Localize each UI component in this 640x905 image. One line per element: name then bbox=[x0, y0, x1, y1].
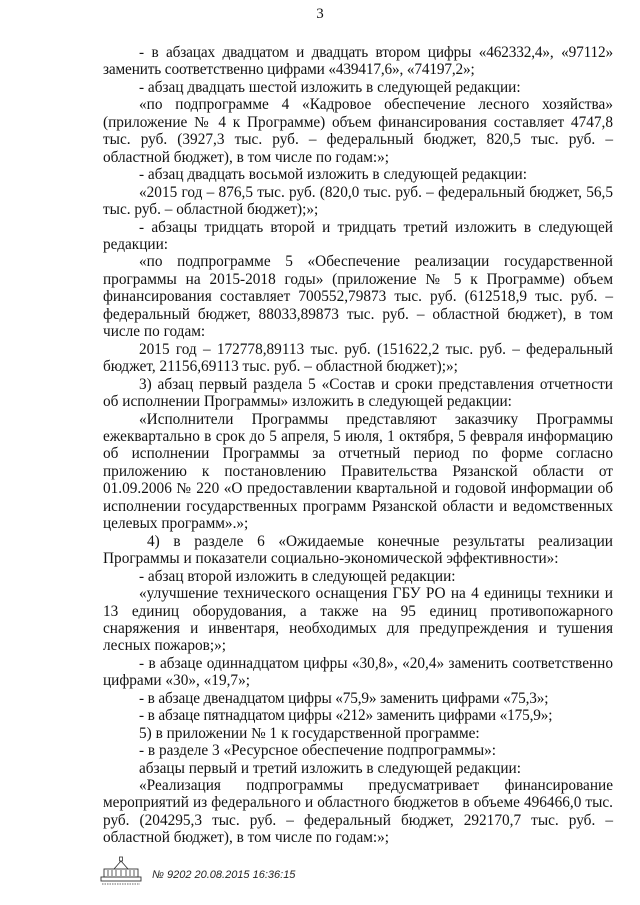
paragraph: - абзацы тридцать второй и тридцать третий изложить в следующей редакции: bbox=[103, 218, 613, 253]
paragraph: «улучшение технического оснащения ГБУ РО на 4 единицы техники и 13 единиц оборудования, а также на 95 единиц противопожарного снаряжения и инвентаря, необходимых для предупреждения и тушения лесных пожаров;»; bbox=[103, 585, 613, 655]
paragraph: - абзац второй изложить в следующей редакции: bbox=[139, 567, 456, 585]
paragraph: «по подпрограмме 4 «Кадровое обеспечение лесного хозяйства» (приложение № 4 к Программе) объем финансирования составляет 4747,8 тыс. руб. (3927,3 тыс. руб. – федеральный бюджет, 820,5 тыс. руб. – областной бюджет), в том числе по годам:»; bbox=[103, 96, 613, 166]
government-building-logo bbox=[100, 855, 142, 887]
document-body bbox=[103, 44, 613, 847]
paragraph: «Реализация подпрограммы предусматривает финансирование мероприятий из федерального и областного бюджетов в объеме 496466,0 тыс. руб. (204295,3 тыс. руб. – федеральный бюджет, 292170,7 тыс. руб. – областной бюджет), в том числе по годам:»; bbox=[103, 777, 613, 847]
paragraph: абзацы первый и третий изложить в следующей редакции: bbox=[139, 759, 521, 777]
registration-stamp: № 9202 20.08.2015 16:36:15 bbox=[152, 869, 296, 881]
paragraph: 5) в приложении № 1 к государственной программе: bbox=[139, 724, 480, 742]
registration-footer bbox=[100, 855, 295, 887]
paragraph: 3) абзац первый раздела 5 «Состав и сроки представления отчетности об исполнении Программы» изложить в следующей редакции: bbox=[103, 375, 613, 411]
paragraph: 4) в разделе 6 «Ожидаемые конечные результаты реализации Программы и показатели социально-экономической эффективности»: bbox=[103, 532, 613, 568]
paragraph: - абзац двадцать восьмой изложить в следующей редакции: bbox=[139, 166, 527, 184]
paragraph: - в абзаце пятнадцатом цифры «212» заменить цифрами «175,9»; bbox=[139, 707, 553, 725]
paragraph: «Исполнители Программы представляют заказчику Программы ежеквартально в срок до 5 апреля, 5 июля, 1 октября, 5 февраля информацию об исполнении Программы за отчетный период по форме согласно приложению к постановлению Правительства Рязанской области от 01.09.2006 № 220 «О предоставлении квартальной и годовой информации об исполнении государственных программ Рязанской области и ведомственных целевых программ».»; bbox=[103, 410, 613, 533]
paragraph: - абзац двадцать шестой изложить в следующей редакции: bbox=[139, 78, 521, 96]
paragraph: - в разделе 3 «Ресурсное обеспечение подпрограммы»: bbox=[139, 742, 497, 760]
paragraph: «по подпрограмме 5 «Обеспечение реализации государственной программы на 2015-2018 годы» (приложение № 5 к Программе) объем финансирования составляет 700552,79873 тыс. руб. (612518,9 тыс. руб. – федеральный бюджет, 88033,89873 тыс. руб. – областной бюджет), в том числе по годам: bbox=[103, 253, 613, 341]
page-number: 3 bbox=[316, 6, 324, 22]
paragraph: - в абзаце одиннадцатом цифры «30,8», «20,4» заменить соответственно цифрами «30», «19,7»; bbox=[103, 654, 613, 690]
paragraph: - в абзаце двенадцатом цифры «75,9» заменить цифрами «75,3»; bbox=[139, 689, 549, 707]
paragraph: «2015 год – 876,5 тыс. руб. (820,0 тыс. руб. – федеральный бюджет, 56,5 тыс. руб. – областной бюджет);»; bbox=[103, 183, 613, 219]
paragraph: 2015 год – 172778,89113 тыс. руб. (151622,2 тыс. руб. – федеральный бюджет, 21156,69113 тыс. руб. – областной бюджет);»; bbox=[103, 340, 613, 376]
paragraph: - в абзацах двадцатом и двадцать втором цифры «462332,4», «97112» заменить соответственно цифрами «439417,6», «74197,2»; bbox=[103, 44, 613, 79]
